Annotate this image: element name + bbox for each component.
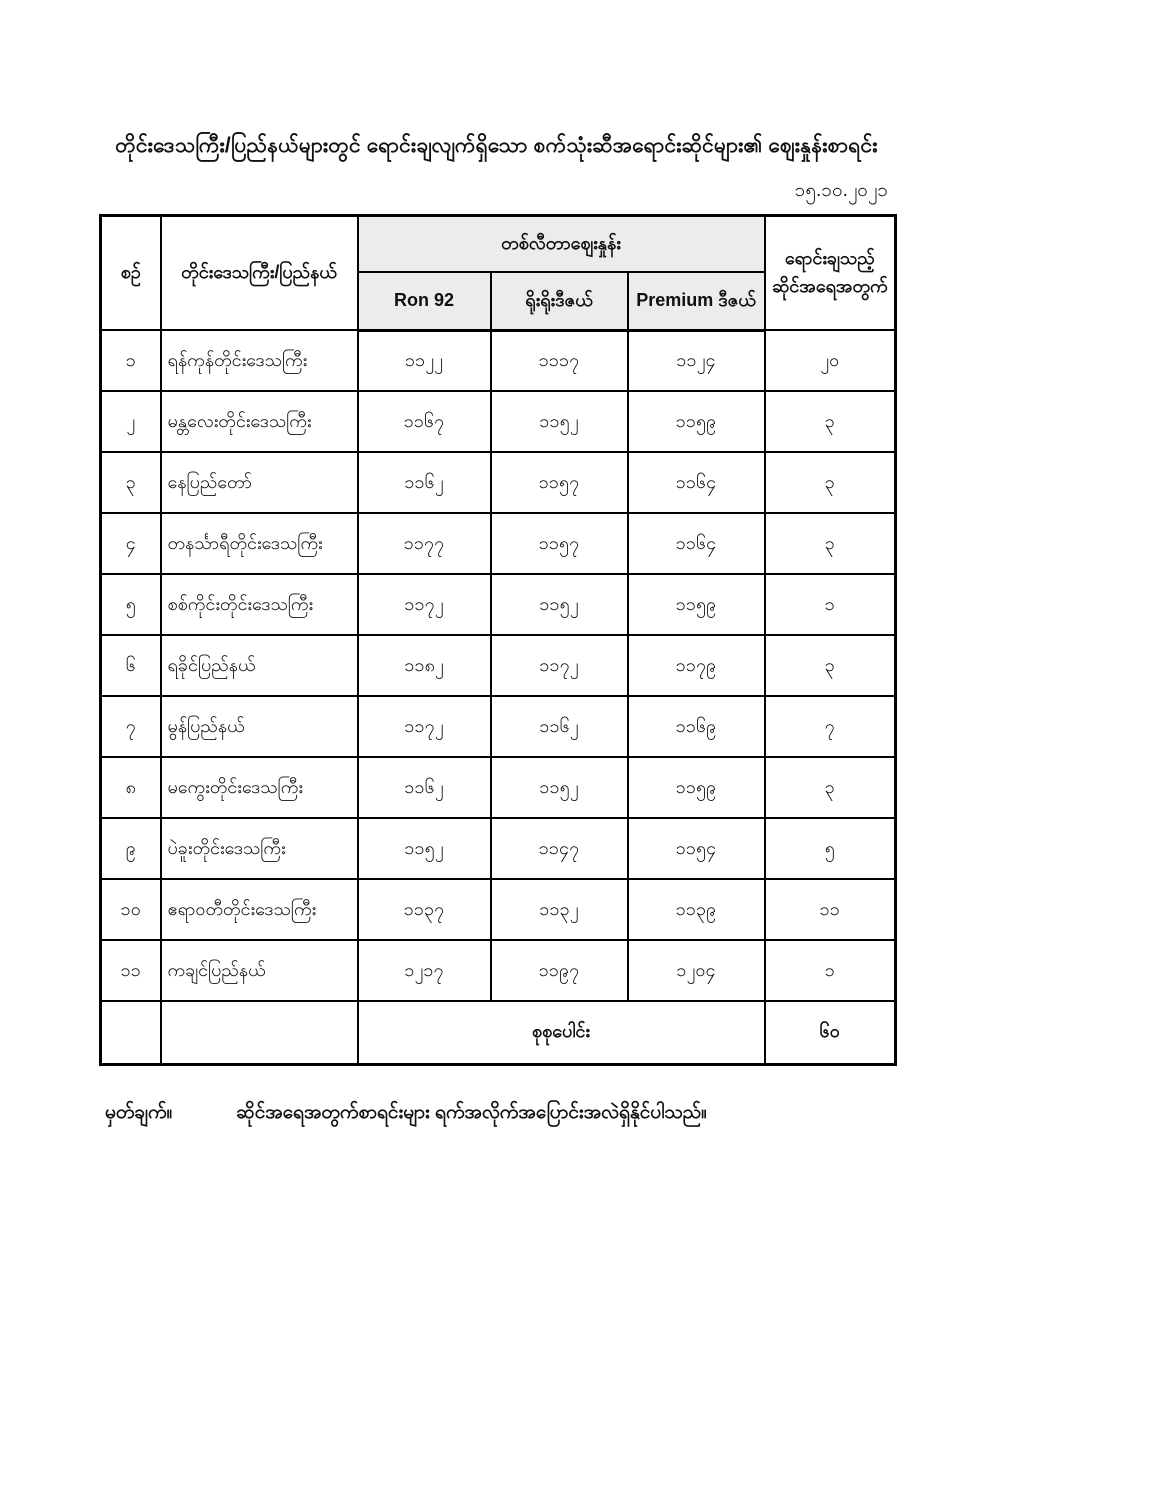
cell-regular-diesel-price: ၁၁၇၂ [491, 635, 628, 696]
table-row [101, 940, 896, 1001]
col-header-shop-count-line2: ဆိုင်အရေအတွက် [771, 275, 888, 296]
cell-premium-diesel-price: ၁၁၅၉ [628, 757, 765, 818]
cell-shop-count: ၁၁ [765, 879, 896, 940]
col-header-price-per-liter-group: တစ်လီတာဈေးနှုန်း [358, 215, 765, 272]
cell-regular-diesel-price: ၁၁၅၂ [491, 574, 628, 635]
cell-premium-diesel-price: ၁၁၂၄ [628, 330, 765, 391]
report-date: ၁၅.၁၀.၂၀၂၁ [794, 179, 888, 201]
cell-regular-diesel-price: ၁၁၁၇ [491, 330, 628, 391]
cell-ron92-price: ၁၁၈၂ [358, 635, 491, 696]
cell-regular-diesel-price: ၁၁၅၂ [491, 391, 628, 452]
cell-regular-diesel-price: ၁၁၃၂ [491, 879, 628, 940]
table-row [101, 696, 896, 757]
cell-serial: ၇ [101, 696, 161, 757]
cell-regular-diesel-price: ၁၁၆၂ [491, 696, 628, 757]
page-title: တိုင်းဒေသကြီး/ပြည်နယ်များတွင် ရောင်းချလျက်ရှိသော စက်သုံးဆီအရောင်းဆိုင်များ၏ ဈေးနှုန်းစာရင်း [115, 134, 878, 157]
cell-premium-diesel-price: ၁၁၃၉ [628, 879, 765, 940]
table-row [101, 513, 896, 574]
cell-ron92-price: ၁၁၇၂ [358, 574, 491, 635]
cell-regular-diesel-price: ၁၁၄၇ [491, 818, 628, 879]
cell-serial: ၁ [101, 330, 161, 391]
cell-shop-count: ၁ [765, 574, 896, 635]
cell-regular-diesel-price: ၁၁၅၇ [491, 452, 628, 513]
table-row [101, 452, 896, 513]
cell-region: မွန်ပြည်နယ် [161, 696, 358, 757]
total-empty-serial-cell [101, 1001, 161, 1064]
total-shop-count: ၆၀ [765, 1001, 896, 1064]
table-row [101, 818, 896, 879]
cell-region: တနင်္သာရီတိုင်းဒေသကြီး [161, 513, 358, 574]
cell-shop-count: ၃ [765, 452, 896, 513]
cell-shop-count: ၁ [765, 940, 896, 1001]
cell-premium-diesel-price: ၁၁၆၄ [628, 513, 765, 574]
cell-ron92-price: ၁၁၂၂ [358, 330, 491, 391]
cell-serial: ၈ [101, 757, 161, 818]
table-body [101, 330, 896, 1001]
cell-regular-diesel-price: ၁၁၅၂ [491, 757, 628, 818]
cell-premium-diesel-price: ၁၂၀၄ [628, 940, 765, 1001]
table-footer [101, 1001, 896, 1064]
footnote [105, 1098, 1055, 1128]
table-row [101, 391, 896, 452]
cell-region: မန္တလေးတိုင်းဒေသကြီး [161, 391, 358, 452]
footnote-text: ဆိုင်အရေအတွက်စာရင်းများ ရက်အလိုက်အပြောင်းအလဲရှိနိုင်ပါသည်။ [236, 1102, 707, 1123]
footnote-label: မှတ်ချက်။ [105, 1102, 173, 1123]
cell-ron92-price: ၁၁၅၂ [358, 818, 491, 879]
cell-premium-diesel-price: ၁၁၅၄ [628, 818, 765, 879]
cell-region: ရန်ကုန်တိုင်းဒေသကြီး [161, 330, 358, 391]
table-header [101, 215, 896, 330]
total-row [101, 1001, 896, 1064]
header-row-group [101, 215, 896, 272]
cell-serial: ၄ [101, 513, 161, 574]
table-row [101, 330, 896, 391]
cell-ron92-price: ၁၁၆၂ [358, 757, 491, 818]
cell-serial: ၅ [101, 574, 161, 635]
cell-region: နေပြည်တော် [161, 452, 358, 513]
col-header-region: တိုင်းဒေသကြီး/ပြည်နယ် [161, 215, 358, 330]
cell-ron92-price: ၁၂၁၇ [358, 940, 491, 1001]
cell-ron92-price: ၁၁၆၂ [358, 452, 491, 513]
total-label: စုစုပေါင်း [358, 1001, 765, 1064]
col-header-shop-count [765, 215, 896, 330]
cell-shop-count: ၃ [765, 513, 896, 574]
col-header-serial: စဉ် [101, 215, 161, 330]
cell-shop-count: ၇ [765, 696, 896, 757]
cell-region: စစ်ကိုင်းတိုင်းဒေသကြီး [161, 574, 358, 635]
cell-premium-diesel-price: ၁၁၆၄ [628, 452, 765, 513]
cell-serial: ၂ [101, 391, 161, 452]
document-content [99, 128, 894, 1066]
cell-premium-diesel-price: ၁၁၆၉ [628, 696, 765, 757]
cell-shop-count: ၃ [765, 391, 896, 452]
cell-serial: ၆ [101, 635, 161, 696]
cell-serial: ၉ [101, 818, 161, 879]
col-header-ron92: Ron 92 [358, 272, 491, 330]
cell-serial: ၃ [101, 452, 161, 513]
table-row [101, 757, 896, 818]
cell-premium-diesel-price: ၁၁၅၉ [628, 391, 765, 452]
cell-serial: ၁၀ [101, 879, 161, 940]
cell-region: ပဲခူးတိုင်းဒေသကြီး [161, 818, 358, 879]
total-empty-region-cell [161, 1001, 358, 1064]
fuel-price-table [99, 214, 897, 1066]
cell-regular-diesel-price: ၁၁၅၇ [491, 513, 628, 574]
cell-shop-count: ၃ [765, 757, 896, 818]
cell-regular-diesel-price: ၁၁၉၇ [491, 940, 628, 1001]
cell-region: ရခိုင်ပြည်နယ် [161, 635, 358, 696]
cell-ron92-price: ၁၁၆၇ [358, 391, 491, 452]
cell-region: ဧရာဝတီတိုင်းဒေသကြီး [161, 879, 358, 940]
col-header-shop-count-line1: ရောင်းချသည့် [784, 248, 875, 269]
cell-region: ကချင်ပြည်နယ် [161, 940, 358, 1001]
table-row [101, 635, 896, 696]
cell-serial: ၁၁ [101, 940, 161, 1001]
col-header-regular-diesel: ရိုးရိုးဒီဇယ် [491, 272, 628, 330]
cell-ron92-price: ၁၁၇၇ [358, 513, 491, 574]
table-row [101, 574, 896, 635]
cell-ron92-price: ၁၁၇၂ [358, 696, 491, 757]
cell-shop-count: ၂၀ [765, 330, 896, 391]
cell-region: မကွေးတိုင်းဒေသကြီး [161, 757, 358, 818]
cell-shop-count: ၅ [765, 818, 896, 879]
cell-premium-diesel-price: ၁၁၅၉ [628, 574, 765, 635]
cell-premium-diesel-price: ၁၁၇၉ [628, 635, 765, 696]
cell-shop-count: ၃ [765, 635, 896, 696]
col-header-premium-diesel: Premium ဒီဇယ် [628, 272, 765, 330]
cell-ron92-price: ၁၁၃၇ [358, 879, 491, 940]
table-row [101, 879, 896, 940]
